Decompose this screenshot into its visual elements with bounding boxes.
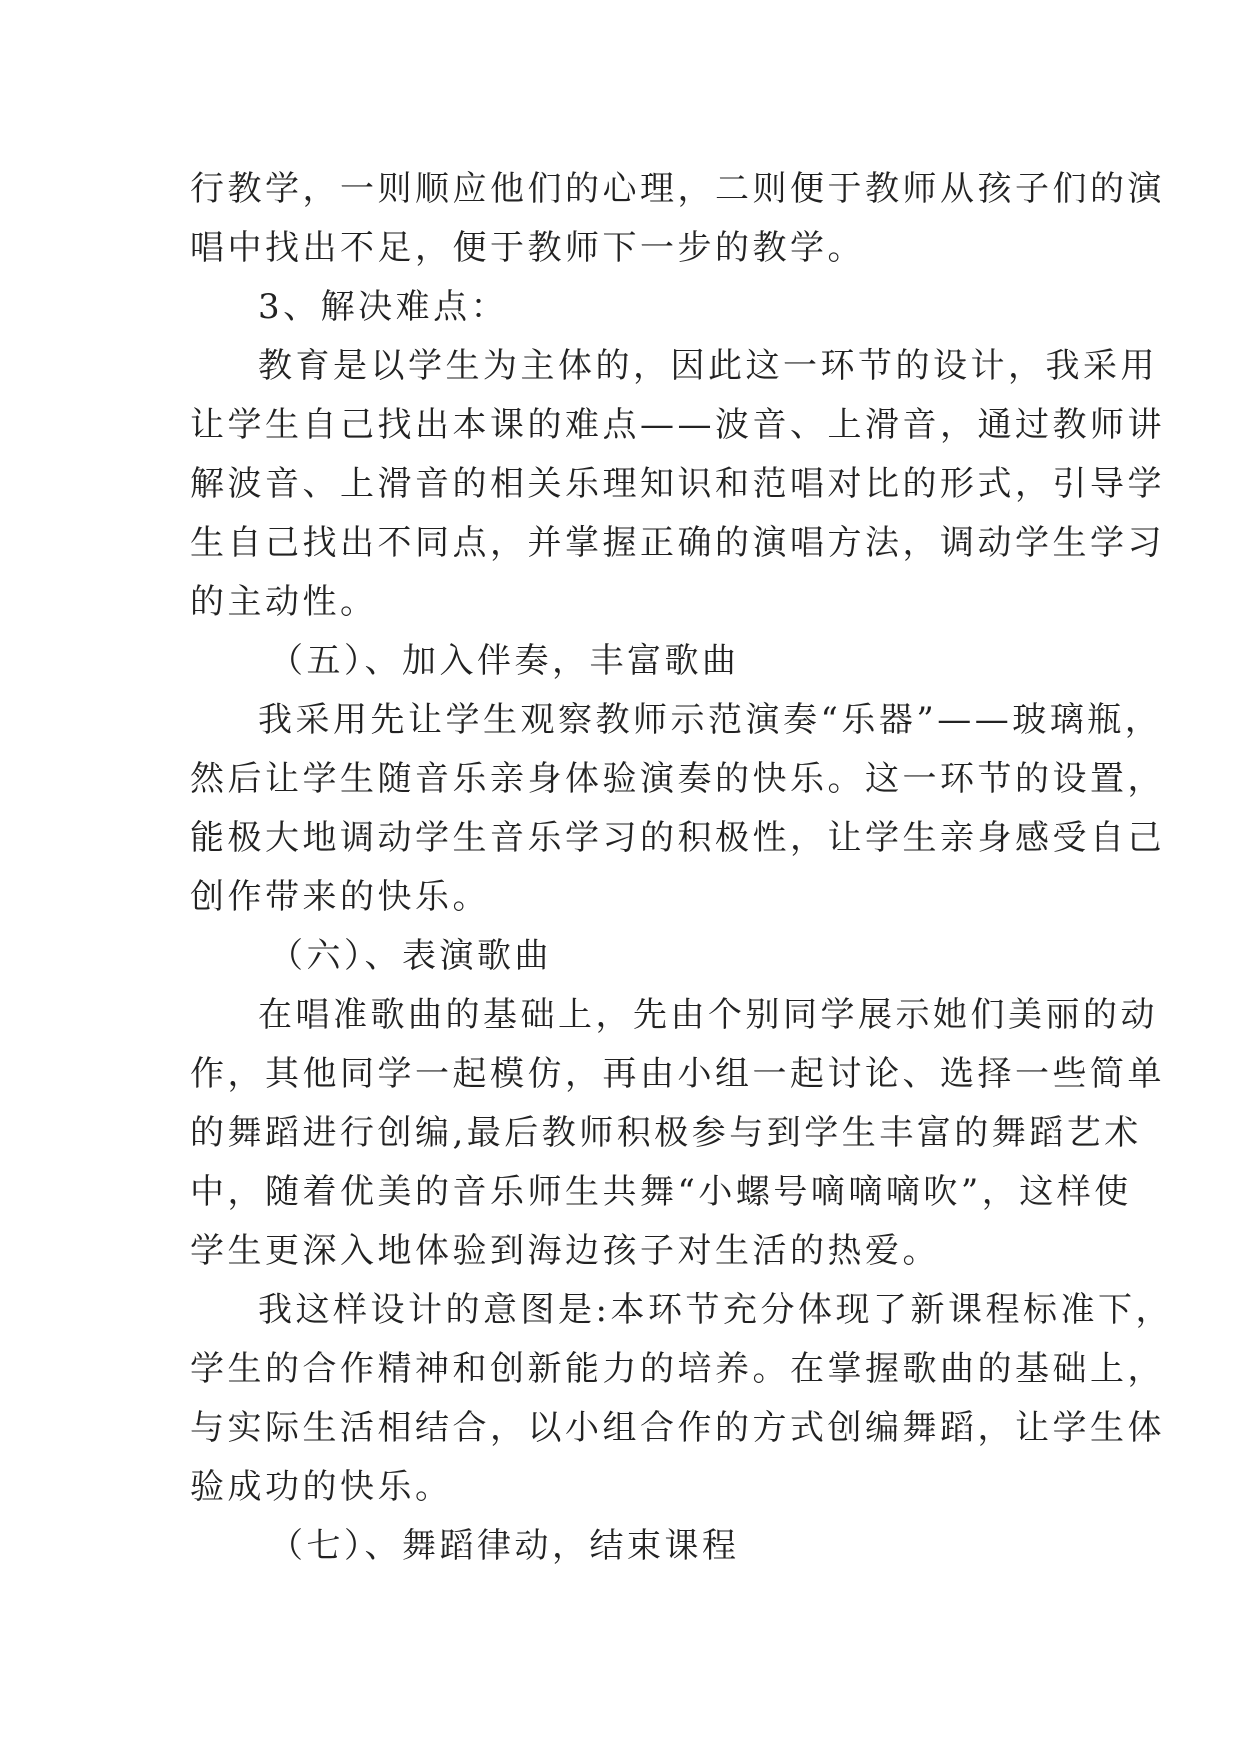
section-heading: （五）、加入伴奏，丰富歌曲 <box>269 641 740 681</box>
text-line: 我采用先让学生观察教师示范演奏“乐器”——玻璃瓶， <box>258 700 1163 740</box>
text-line: 创作带来的快乐。 <box>190 877 490 917</box>
text-line: 然后让学生随音乐亲身体验演奏的快乐。这一环节的设置， <box>190 759 1165 799</box>
text-line: 3、解决难点： <box>258 287 509 327</box>
document-body <box>190 160 1173 1576</box>
text-line: 能极大地调动学生音乐学习的积极性，让学生亲身感受自己 <box>190 818 1165 858</box>
text-line: 的舞蹈进行创编,最后教师积极参与到学生丰富的舞蹈艺术 <box>190 1113 1142 1153</box>
text-line: 与实际生活相结合，以小组合作的方式创编舞蹈，让学生体 <box>190 1408 1165 1448</box>
section-heading: （六）、表演歌曲 <box>269 936 552 976</box>
text-line: 作，其他同学一起模仿，再由小组一起讨论、选择一些简单 <box>190 1054 1165 1094</box>
text-line: 解波音、上滑音的相关乐理知识和范唱对比的形式，引导学 <box>190 464 1165 504</box>
text-line: 的主动性。 <box>190 582 378 622</box>
text-line: 让学生自己找出本课的难点——波音、上滑音，通过教师讲 <box>190 405 1165 445</box>
text-line: 生自己找出不同点，并掌握正确的演唱方法，调动学生学习 <box>190 523 1165 563</box>
text-line: 唱中找出不足，便于教师下一步的教学。 <box>190 228 865 268</box>
text-line: 行教学，一则顺应他们的心理，二则便于教师从孩子们的演 <box>190 169 1165 209</box>
section-heading: （七）、舞蹈律动，结束课程 <box>269 1526 740 1566</box>
text-line: 教育是以学生为主体的，因此这一环节的设计，我采用 <box>258 346 1158 386</box>
text-line: 中，随着优美的音乐师生共舞“小螺号嘀嘀嘀吹”，这样使 <box>190 1172 1132 1212</box>
text-line: 验成功的快乐。 <box>190 1467 453 1507</box>
text-line: 在唱准歌曲的基础上，先由个别同学展示她们美丽的动 <box>258 995 1158 1035</box>
text-line: 我这样设计的意图是:本环节充分体现了新课程标准下， <box>258 1290 1173 1330</box>
text-line: 学生的合作精神和创新能力的培养。在掌握歌曲的基础上， <box>190 1349 1165 1389</box>
text-line: 学生更深入地体验到海边孩子对生活的热爱。 <box>190 1231 940 1271</box>
